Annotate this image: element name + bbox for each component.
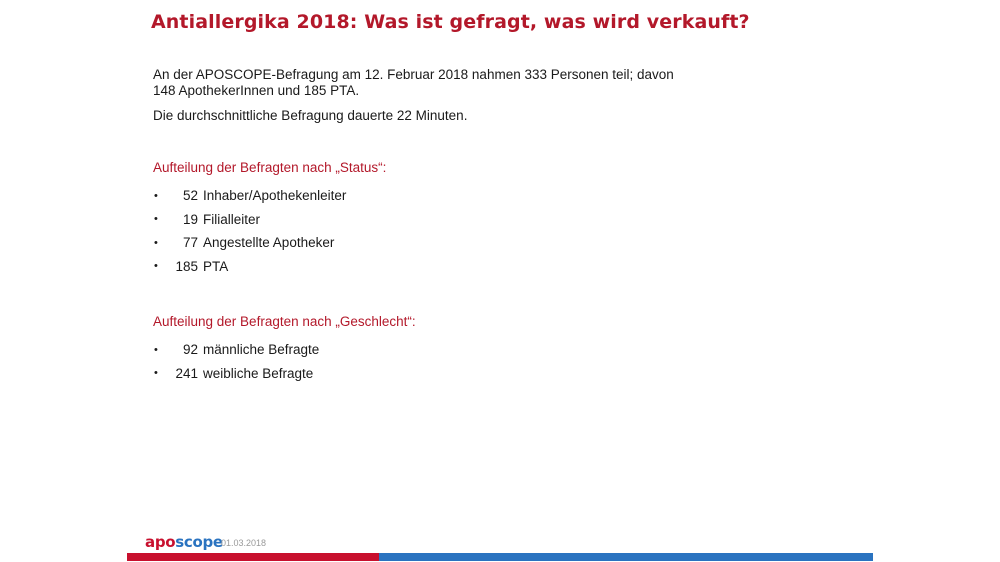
gender-heading: Aufteilung der Befragten nach „Geschlecht“: <box>153 314 416 329</box>
intro-line-1: An der APOSCOPE-Befragung am 12. Februar 2018 nahmen 333 Personen teil; davon <box>153 67 674 82</box>
logo-text-apo: apo <box>145 533 176 551</box>
list-item <box>153 338 319 362</box>
list-item <box>153 362 319 386</box>
list-item <box>153 208 346 232</box>
intro-text <box>153 67 713 124</box>
aposcope-logo <box>145 533 223 551</box>
item-label: PTA <box>203 258 229 274</box>
item-count: 19 <box>182 211 198 227</box>
bullet-icon: • <box>154 367 158 380</box>
bullet-icon: • <box>154 189 158 202</box>
bullet-icon: • <box>154 260 158 273</box>
status-heading: Aufteilung der Befragten nach „Status“: <box>153 160 387 175</box>
item-label: Inhaber/Apothekenleiter <box>203 188 347 204</box>
list-item <box>153 231 346 255</box>
intro-line-2: 148 ApothekerInnen und 185 PTA. <box>153 83 360 98</box>
footer-date: 01.03.2018 <box>221 538 267 548</box>
bullet-icon: • <box>154 343 158 356</box>
intro-paragraph <box>153 67 713 99</box>
item-count: 241 <box>175 365 198 381</box>
list-item <box>153 255 346 279</box>
list-item <box>153 184 346 208</box>
intro-duration: Die durchschnittliche Befragung dauerte 22 Minuten. <box>153 108 468 123</box>
item-count: 77 <box>182 235 198 251</box>
gender-list <box>153 338 319 385</box>
logo-text-scope: scope <box>175 533 223 551</box>
bullet-icon: • <box>154 213 158 226</box>
footer-bar-red <box>127 553 379 561</box>
bullet-icon: • <box>154 236 158 249</box>
item-label: Filialleiter <box>203 211 261 227</box>
footer-bar-blue <box>379 553 873 561</box>
item-count: 52 <box>182 188 198 204</box>
slide-title: Antiallergika 2018: Was ist gefragt, was wird verkauft? <box>151 11 750 33</box>
item-label: weibliche Befragte <box>203 365 314 381</box>
item-count: 185 <box>175 258 198 274</box>
status-list <box>153 184 346 278</box>
item-label: männliche Befragte <box>203 342 320 358</box>
item-label: Angestellte Apotheker <box>203 235 335 251</box>
item-count: 92 <box>182 342 198 358</box>
